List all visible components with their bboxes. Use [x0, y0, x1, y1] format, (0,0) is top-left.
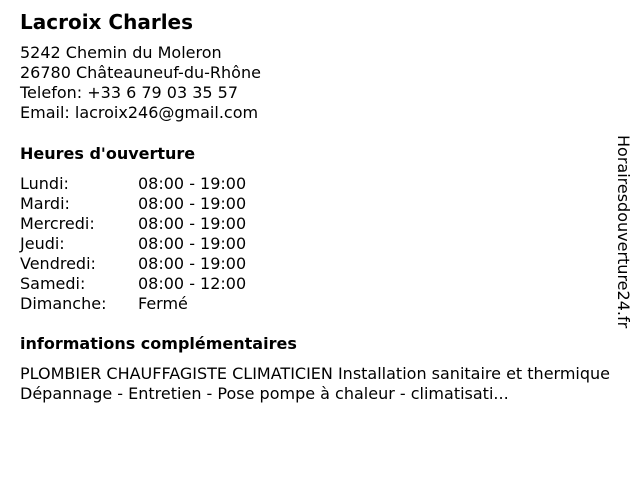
street-address: 5242 Chemin du Moleron: [20, 43, 222, 62]
additional-info-heading: informations complémentaires: [20, 334, 297, 353]
day-label: Dimanche:: [20, 294, 107, 313]
day-label: Jeudi:: [20, 234, 65, 253]
time-range: Fermé: [138, 294, 188, 313]
time-range: 08:00 - 12:00: [138, 274, 247, 293]
day-label: Mardi:: [20, 194, 70, 213]
opening-hours-heading: Heures d'ouverture: [20, 144, 196, 163]
city-postcode: 26780 Châteauneuf-du-Rhône: [20, 63, 261, 82]
contact-block: [20, 43, 261, 123]
time-range: 08:00 - 19:00: [138, 194, 247, 213]
day-label: Vendredi:: [20, 254, 96, 273]
time-range: 08:00 - 19:00: [138, 234, 247, 253]
time-range: 08:00 - 19:00: [138, 214, 247, 233]
day-label: Samedi:: [20, 274, 86, 293]
business-name: Lacroix Charles: [20, 10, 194, 34]
email-address: Email: lacroix246@gmail.com: [20, 103, 259, 122]
time-range: 08:00 - 19:00: [138, 254, 247, 273]
day-label: Mercredi:: [20, 214, 95, 233]
day-label: Lundi:: [20, 174, 69, 193]
phone-number: Telefon: +33 6 79 03 35 57: [20, 83, 239, 102]
business-description: PLOMBIER CHAUFFAGISTE CLIMATICIEN Installation sanitaire et thermique Dépannage - Entretien - Pose pompe à chaleur - climatisati...: [20, 364, 610, 403]
site-watermark: Horairesdouverture24.fr: [614, 135, 633, 329]
time-range: 08:00 - 19:00: [138, 174, 247, 193]
